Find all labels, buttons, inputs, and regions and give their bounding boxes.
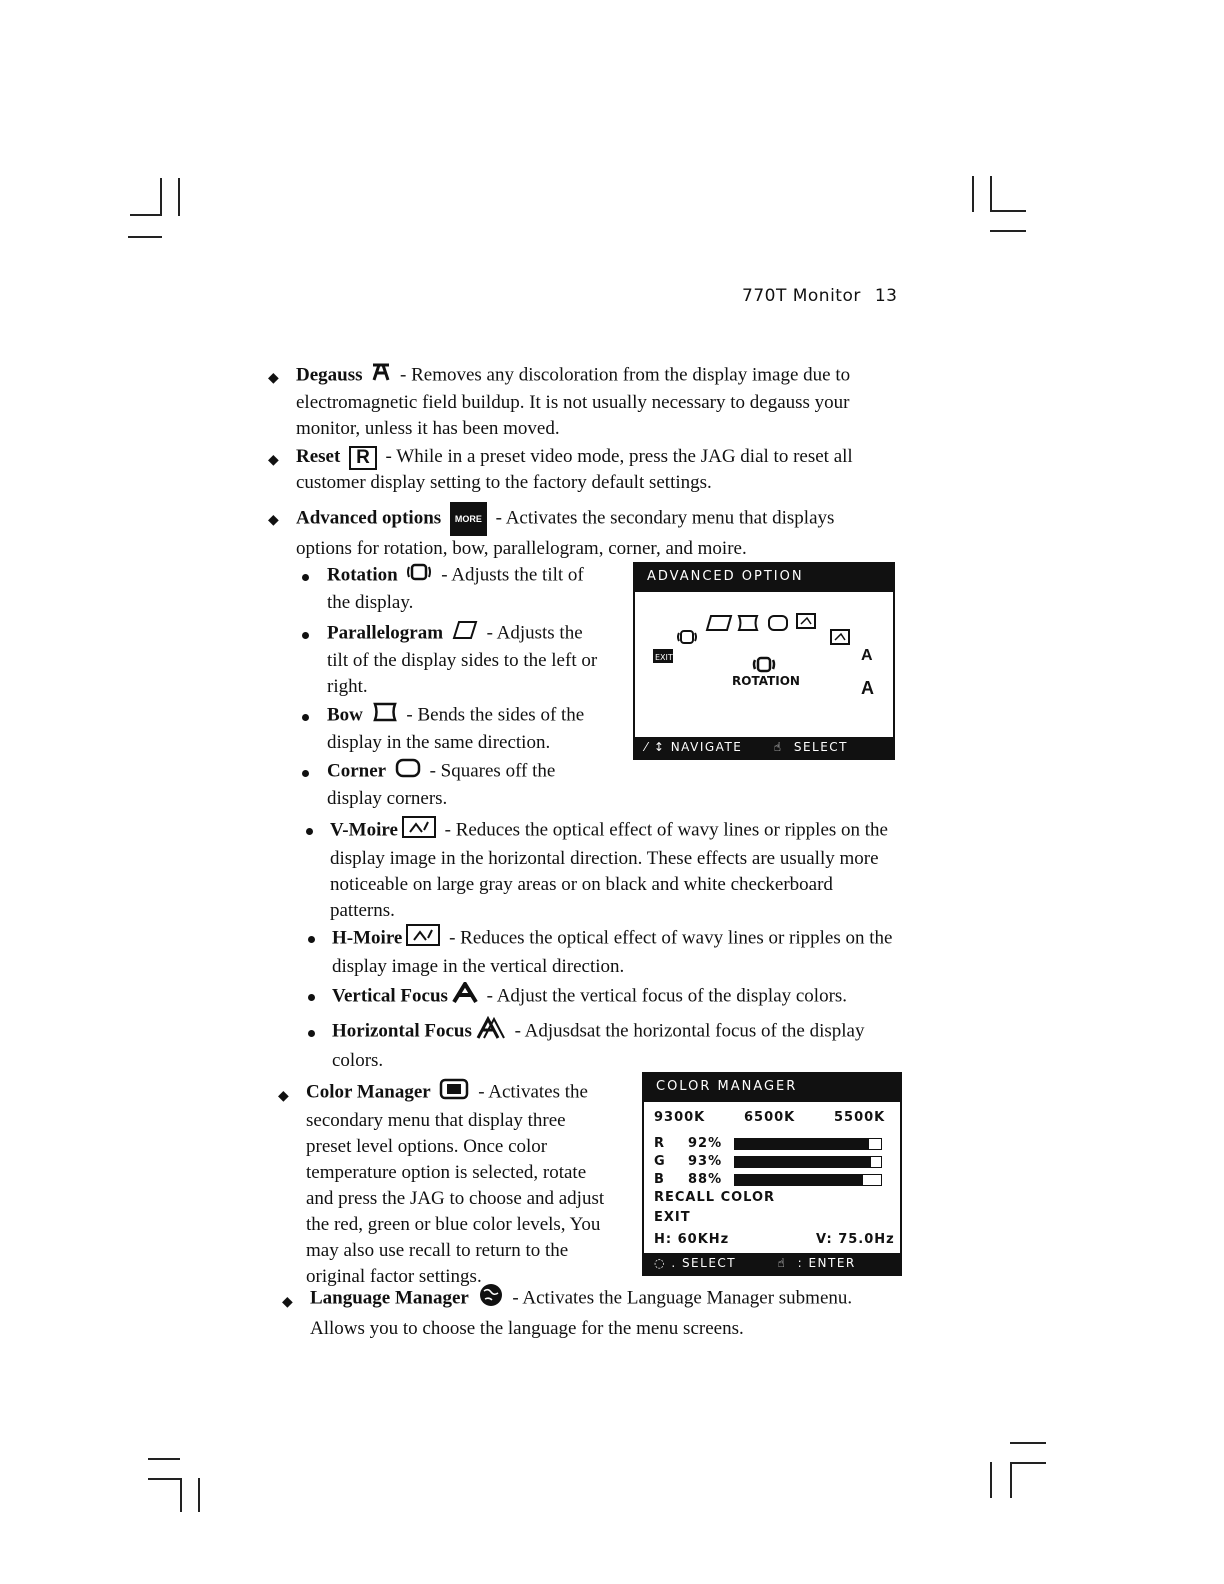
vertical-frequency: V: 75.0Hz (816, 1232, 895, 1247)
degauss-icon (371, 362, 391, 390)
bullet-dot (306, 828, 313, 835)
crop-mark-top-right (990, 230, 1026, 232)
globe-icon (478, 1282, 504, 1316)
blue-value: 88% (688, 1172, 723, 1187)
green-level-fill (735, 1157, 871, 1167)
parallelogram-icon (452, 620, 478, 648)
diamond-bullet: ◆ (268, 513, 279, 528)
bullet-dot (302, 632, 309, 639)
advanced-options-term: Advanced options (296, 507, 442, 529)
h-moire-icon (831, 630, 849, 644)
corner-icon (395, 758, 421, 786)
bow-icon (372, 702, 398, 730)
diamond-bullet: ◆ (268, 453, 279, 468)
horizontal-focus-entry: Horizontal Focus - Adjusdsat the horizontal focus of the display colors. (332, 1016, 898, 1074)
more-icon: MORE (450, 502, 487, 536)
advanced-option-icons (635, 594, 893, 714)
color-manager-term: Color Manager (306, 1081, 431, 1103)
page-header (742, 286, 898, 306)
navigate-icon: ⁄ ↕ (645, 740, 666, 754)
rotation-term: Rotation (327, 564, 398, 586)
rotation-selected-icon (754, 658, 774, 671)
h-moire-entry: H-Moire - Reduces the optical effect of wavy lines or ripples on the display image in the vertical direction. (332, 924, 898, 980)
osd-selected-label: ROTATION (732, 674, 800, 688)
preset-9300k: 9300K (654, 1110, 706, 1125)
footer-select: SELECT (793, 740, 849, 754)
footer-navigate: NAVIGATE (670, 740, 743, 754)
bullet-dot (308, 1030, 315, 1037)
osd-title: ADVANCED OPTION (635, 564, 893, 592)
preset-5500k: 5500K (834, 1110, 886, 1125)
exit-icon (653, 649, 673, 663)
advanced-options-entry: Advanced options MORE - Activates the secondary menu that displays options for rotation, bow, parallelogram, corner, and moire. (296, 502, 892, 562)
crop-mark-bottom-left (148, 1478, 180, 1480)
blue-level-bar (734, 1174, 882, 1186)
v-moire-term: V-Moire (330, 819, 398, 841)
bullet-dot (302, 770, 309, 777)
corner-icon (769, 616, 787, 630)
preset-6500k: 6500K (744, 1110, 796, 1125)
bow-entry: Bow - Bends the sides of the display in the same direction. (327, 702, 617, 756)
vertical-focus-entry: Vertical Focus - Adjust the vertical focus of the display colors. (332, 982, 898, 1012)
vertical-focus-icon: A (861, 647, 873, 664)
crop-mark-bottom-right (1010, 1462, 1046, 1464)
red-level-fill (735, 1139, 869, 1149)
page-number: 13 (874, 286, 898, 306)
green-level-bar (734, 1156, 882, 1168)
horizontal-focus-icon: A (861, 678, 874, 698)
diamond-bullet: ◆ (282, 1295, 293, 1310)
color-manager-osd (642, 1072, 902, 1276)
rotation-icon (678, 631, 696, 643)
parallelogram-term: Parallelogram (327, 622, 444, 644)
reset-term: Reset (296, 446, 341, 467)
red-label: R (654, 1136, 666, 1151)
color-manager-entry: Color Manager - Activates the secondary menu that display three preset level options. Once color temperature option is selected, rotate and press the JAG to choose and adjust the red, green or blue color levels, You may also use recall to return to the original factor settings. (306, 1078, 618, 1290)
reset-icon: R (349, 446, 377, 470)
osd-title: COLOR MANAGER (644, 1074, 900, 1102)
parallelogram-icon (707, 616, 731, 630)
bullet-dot (308, 936, 315, 943)
corner-entry: Corner - Squares off the display corners. (327, 758, 617, 812)
vertical-focus-icon (452, 982, 478, 1012)
bow-icon (739, 616, 757, 630)
h-moire-icon (406, 924, 440, 954)
reset-entry: Reset R - While in a preset video mode, press the JAG dial to reset all customer display setting to the factory default settings. (296, 446, 853, 493)
diamond-bullet: ◆ (268, 371, 279, 386)
bullet-dot (302, 574, 309, 581)
vertical-focus-term: Vertical Focus (332, 985, 448, 1007)
crop-mark-top-right (990, 176, 992, 212)
crop-mark-bottom-left (198, 1478, 200, 1512)
language-manager-term: Language Manager (310, 1287, 469, 1309)
crop-mark-bottom-right (1010, 1462, 1012, 1498)
crop-mark-top-right (972, 176, 974, 212)
crop-mark-bottom-left (148, 1458, 180, 1460)
crop-mark-bottom-left (180, 1478, 182, 1512)
crop-mark-top-left (160, 178, 162, 216)
footer-select: . SELECT (671, 1256, 737, 1270)
recall-color: RECALL COLOR (654, 1190, 776, 1205)
red-level-bar (734, 1138, 882, 1150)
degauss-entry: Degauss - Removes any discoloration from the display image due to electromagnetic field buildup. It is not usually necessary to degauss your monitor, unless it has been moved. (296, 362, 892, 442)
exit-option: EXIT (654, 1210, 691, 1225)
green-value: 93% (688, 1154, 723, 1169)
blue-label: B (654, 1172, 665, 1187)
crop-mark-top-right (990, 210, 1026, 212)
v-moire-icon (402, 816, 436, 846)
corner-term: Corner (327, 760, 387, 782)
v-moire-entry: V-Moire - Reduces the optical effect of wavy lines or ripples on the display image in the horizontal direction. These effects are usually more noticeable on large gray areas or on black and white checkerboard patterns. (330, 816, 898, 924)
parallelogram-entry: Parallelogram - Adjusts the tilt of the display sides to the left or right. (327, 620, 617, 700)
bullet-dot (302, 714, 309, 721)
osd-footer (644, 1253, 900, 1274)
horizontal-focus-icon (476, 1016, 506, 1048)
crop-mark-bottom-right (990, 1462, 992, 1498)
crop-mark-bottom-right (1010, 1442, 1046, 1444)
osd-footer (635, 737, 893, 758)
svg-text:EXIT: EXIT (655, 653, 673, 662)
color-manager-icon (439, 1078, 469, 1108)
blue-level-fill (735, 1175, 863, 1185)
crop-mark-top-left (178, 178, 180, 216)
v-moire-icon (797, 614, 815, 628)
green-label: G (654, 1154, 666, 1169)
red-value: 92% (688, 1136, 723, 1151)
diamond-bullet: ◆ (278, 1089, 289, 1104)
horizontal-focus-term: Horizontal Focus (332, 1020, 472, 1042)
rotation-entry: Rotation - Adjusts the tilt of the display. (327, 562, 617, 616)
jag-dial-icon: ◌ (654, 1256, 666, 1270)
footer-enter: : ENTER (797, 1256, 856, 1270)
bow-term: Bow (327, 704, 363, 726)
document-title: 770T Monitor (742, 286, 861, 306)
advanced-option-osd (633, 562, 895, 760)
degauss-term: Degauss (296, 364, 363, 386)
crop-mark-top-left (130, 214, 162, 216)
crop-mark-top-left (128, 236, 162, 238)
hand-icon: ☝ (773, 740, 783, 754)
rotation-icon (406, 562, 432, 590)
horizontal-frequency: H: 60KHz (654, 1232, 730, 1247)
bullet-dot (308, 994, 315, 1001)
language-manager-entry: Language Manager - Activates the Language Manager submenu. Allows you to choose the language for the menu screens. (310, 1282, 910, 1342)
h-moire-term: H-Moire (332, 927, 403, 949)
hand-icon: ☝ (777, 1256, 787, 1270)
